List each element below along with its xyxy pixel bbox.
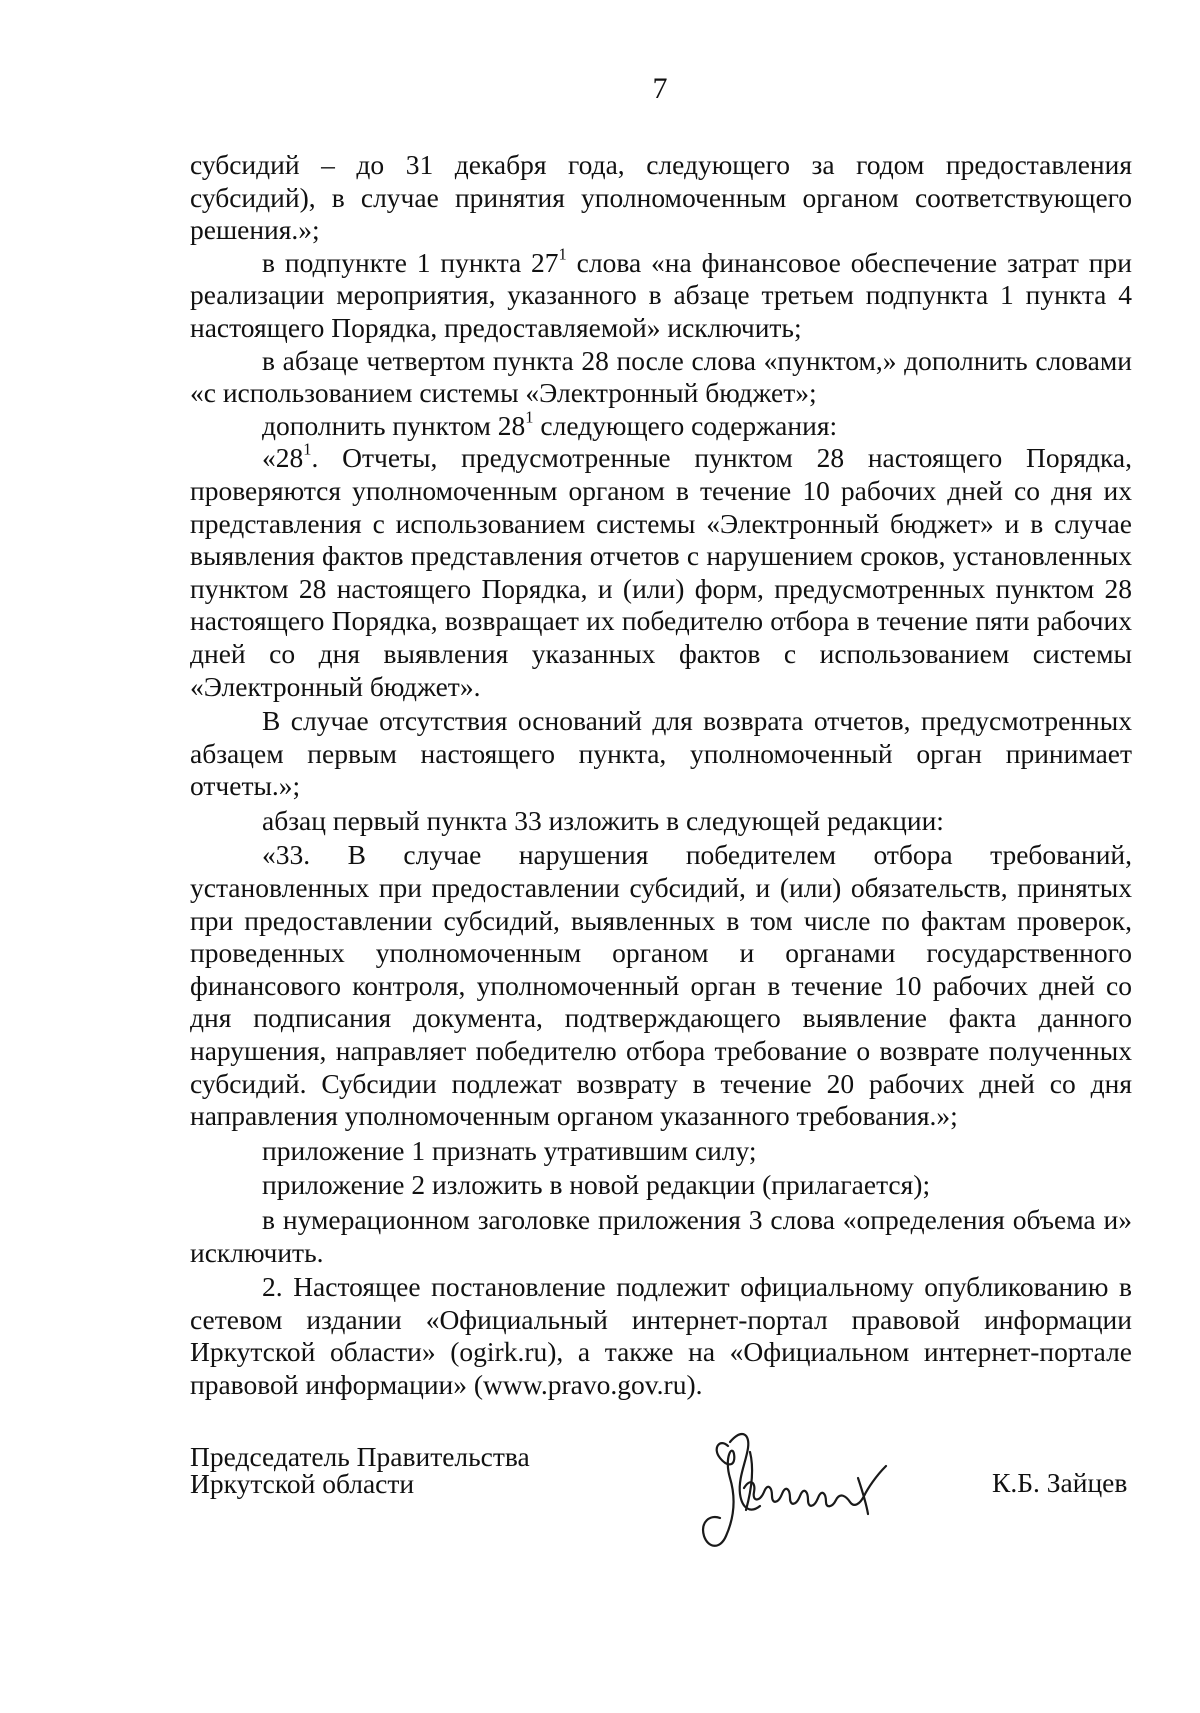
paragraph-8: «33. В случае нарушения победителем отбора требований, установленных при предоставлении субсидий, и (или) обязательств, принятых при предоставлении субсидий, выявленных в том числе по фактам проверок, проведенных уполномоченным органом и органами государственного финансового контроля, уполномоченный орган в течение 10 рабочих дней со дня подписания документа, подтверждающего выявление факта данного нарушения, направляет победителю отбора требование о возврате полученных субсидий. Субсидии подлежат возврату в течение 20 рабочих дней со дня направления уполномоченным органом указанного требования.»; bbox=[190, 839, 1132, 1132]
paragraph-10: приложение 2 изложить в новой редакции (прилагается); bbox=[262, 1169, 931, 1201]
position-line-1: Председатель Правительства bbox=[190, 1441, 530, 1472]
paragraph-4: дополнить пунктом $28^1$ следующего содержания: bbox=[262, 407, 838, 441]
paragraph-6: В случае отсутствия оснований для возврата отчетов, предусмотренных абзацем первым настоящего пункта, уполномоченный орган принимает отчеты.»; bbox=[190, 705, 1132, 802]
paragraph-2: в подпункте 1 пункта $27^1$ слова «на финансовое обеспечение затрат при реализации мероприятия, указанного в абзаце третьем подпункта 1 пункта 4 настоящего Порядка, предоставляемой» исключить; bbox=[190, 244, 1132, 343]
paragraph-12: 2. Настоящее постановление подлежит официальному опубликованию в сетевом издании «Официальный интернет-портал правовой информации Иркутской области» (ogirk.ru), а также на «Официальном интернет-портале правовой информации» (www.pravo.gov.ru). bbox=[190, 1271, 1132, 1400]
page-number: 7 bbox=[652, 72, 668, 105]
signatory-name: К.Б. Зайцев bbox=[992, 1467, 1128, 1498]
handwritten-signature-icon bbox=[690, 1418, 910, 1568]
signatory-position bbox=[190, 1443, 530, 1497]
paragraph-11: в нумерационном заголовке приложения 3 слова «определения объема и» исключить. bbox=[190, 1204, 1132, 1268]
paragraph-1: субсидий – до 31 декабря года, следующего за годом предоставления субсидий), в случае принятия уполномоченным органом соответствующего решения.»; bbox=[190, 149, 1132, 246]
paragraph-7: абзац первый пункта 33 изложить в следующей редакции: bbox=[262, 804, 944, 836]
position-line-2: Иркутской области bbox=[190, 1468, 415, 1499]
paragraph-5: «$28^1$. Отчеты, предусмотренные пунктом 28 настоящего Порядка, проверяются уполномоченным органом в течение 10 рабочих дней со дня их представления с использованием системы «Электронный бюджет» и в случае выявления фактов представления отчетов с нарушением сроков, установленных пунктом 28 настоящего Порядка, и (или) форм, предусмотренных пунктом 28 настоящего Порядка, возвращает их победителю отбора в течение пяти рабочих дней со дня выявления указанных фактов с использованием системы «Электронный бюджет». bbox=[190, 439, 1132, 702]
paragraph-3: в абзаце четвертом пункта 28 после слова «пунктом,» дополнить словами «с использованием системы «Электронный бюджет»; bbox=[190, 344, 1132, 409]
document-body bbox=[190, 149, 1132, 1402]
paragraph-9: приложение 1 признать утратившим силу; bbox=[262, 1134, 757, 1166]
